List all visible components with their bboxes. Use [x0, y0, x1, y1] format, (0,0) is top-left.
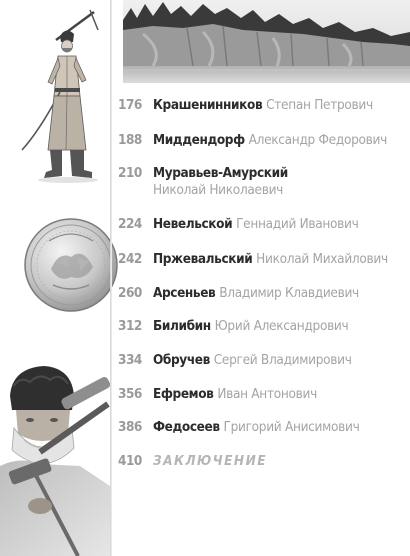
given-name: Александр Федорович — [248, 132, 387, 148]
table-of-contents — [118, 0, 408, 556]
page-number: 334 — [118, 352, 142, 368]
toc-entry[interactable] — [118, 386, 317, 403]
given-name: Геннадий Иванович — [236, 216, 359, 232]
surname: Пржевальский — [153, 251, 253, 267]
toc-entry[interactable] — [118, 216, 359, 233]
surname: Федосеев — [153, 419, 220, 435]
page-number: 210 — [118, 165, 142, 181]
toc-entry[interactable] — [118, 132, 387, 149]
given-name: Владимир Клавдиевич — [219, 285, 359, 301]
page-number: 410 — [118, 453, 142, 469]
toc-entry[interactable] — [118, 251, 388, 268]
given-name: Григорий Анисимович — [223, 419, 360, 435]
toc-entry[interactable] — [118, 97, 373, 114]
left-illustration-column — [0, 0, 110, 556]
toc-entry[interactable] — [118, 318, 348, 335]
page-number: 260 — [118, 285, 142, 301]
given-name: Николай Михайлович — [256, 251, 388, 267]
page-number: 176 — [118, 97, 142, 113]
page-number: 356 — [118, 386, 142, 402]
page-number: 312 — [118, 318, 142, 334]
coin-illustration — [23, 217, 119, 313]
toc-entry[interactable] — [118, 419, 359, 436]
surname: Муравьев-Амурский — [153, 165, 288, 181]
given-name: Николай Николаевич — [153, 182, 284, 198]
cossack-illustration — [0, 0, 110, 200]
toc-entry-conclusion[interactable] — [118, 453, 267, 470]
hunter-portrait-illustration — [0, 356, 110, 556]
surname: Миддендорф — [153, 132, 245, 148]
page-number: 188 — [118, 132, 142, 148]
surname: Невельской — [153, 216, 233, 232]
given-name: Степан Петрович — [266, 97, 373, 113]
given-name: Сергей Владимирович — [213, 352, 352, 368]
page-number: 242 — [118, 251, 142, 267]
surname: Крашенинников — [153, 97, 263, 113]
surname: Арсеньев — [153, 285, 216, 301]
toc-entry[interactable] — [118, 352, 352, 369]
surname: Ефремов — [153, 386, 214, 402]
conclusion-label: ЗАКЛЮЧЕНИЕ — [153, 453, 268, 469]
toc-entry[interactable] — [118, 165, 288, 182]
toc-entry[interactable] — [118, 285, 359, 302]
given-name: Иван Антонович — [217, 386, 317, 402]
page-number: 224 — [118, 216, 142, 232]
surname: Билибин — [153, 318, 211, 334]
surname: Обручев — [153, 352, 210, 368]
given-name: Юрий Александрович — [214, 318, 349, 334]
page-number: 386 — [118, 419, 142, 435]
column-divider — [110, 0, 112, 556]
